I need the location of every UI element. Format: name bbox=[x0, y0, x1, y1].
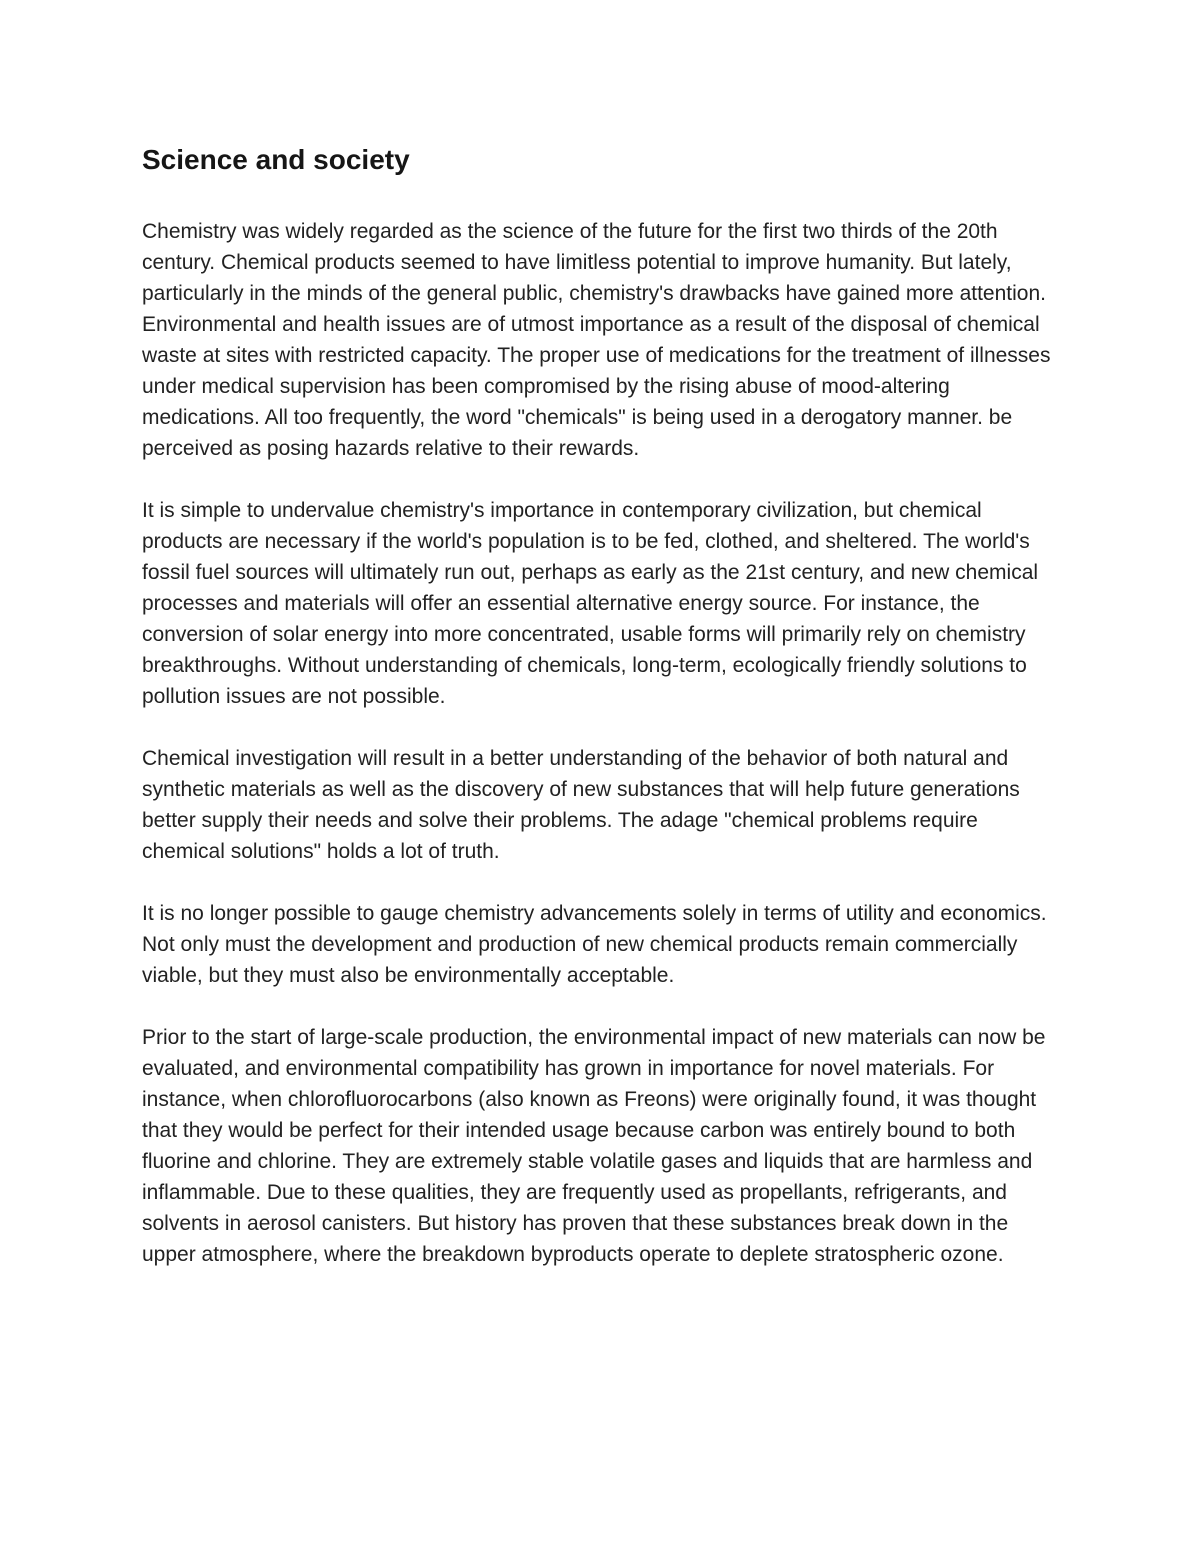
paragraph-2: It is simple to undervalue chemistry's importance in contemporary civilization, but chemical products are necessary if the world's population is to be fed, clothed, and sheltered. The world's fossil fuel sources will ultimately run out, perhaps as early as the 21st century, and new chemical processes and materials will offer an essential alternative energy source. For instance, the conversion of solar energy into more concentrated, usable forms will primarily rely on chemistry breakthroughs. Without understanding of chemicals, long-term, ecologically friendly solutions to pollution issues are not possible. bbox=[142, 499, 1039, 708]
document-body bbox=[142, 138, 1062, 1301]
paragraph-3: Chemical investigation will result in a better understanding of the behavior of both natural and synthetic materials as well as the discovery of new substances that will help future generations better supply their needs and solve their problems. The adage "chemical problems require chemical solutions" holds a lot of truth. bbox=[142, 747, 1020, 863]
paragraph-5: Prior to the start of large-scale production, the environmental impact of new materials can now be evaluated, and environmental compatibility has grown in importance for novel materials. For instance, when chlorofluorocarbons (also known as Freons) were originally found, it was thought that they would be perfect for their intended usage because carbon was entirely bound to both fluorine and chlorine. They are extremely stable volatile gases and liquids that are harmless and inflammable. Due to these qualities, they are frequently used as propellants, refrigerants, and solvents in aerosol canisters. But history has proven that these substances break down in the upper atmosphere, where the breakdown byproducts operate to deplete stratospheric ozone. bbox=[142, 1026, 1046, 1266]
paragraph-4: It is no longer possible to gauge chemistry advancements solely in terms of utility and economics. Not only must the development and production of new chemical products remain commercially viable, but they must also be environmentally acceptable. bbox=[142, 902, 1047, 987]
document-title: Science and society bbox=[142, 144, 410, 175]
paragraph-1: Chemistry was widely regarded as the science of the future for the first two thirds of the 20th century. Chemical products seemed to have limitless potential to improve humanity. But lately, particularly in the minds of the general public, chemistry's drawbacks have gained more attention. Environmental and health issues are of utmost importance as a result of the disposal of chemical waste at sites with restricted capacity. The proper use of medications for the treatment of illnesses under medical supervision has been compromised by the rising abuse of mood-altering medications. All too frequently, the word "chemicals" is being used in a derogatory manner. be perceived as posing hazards relative to their rewards. bbox=[142, 220, 1051, 460]
